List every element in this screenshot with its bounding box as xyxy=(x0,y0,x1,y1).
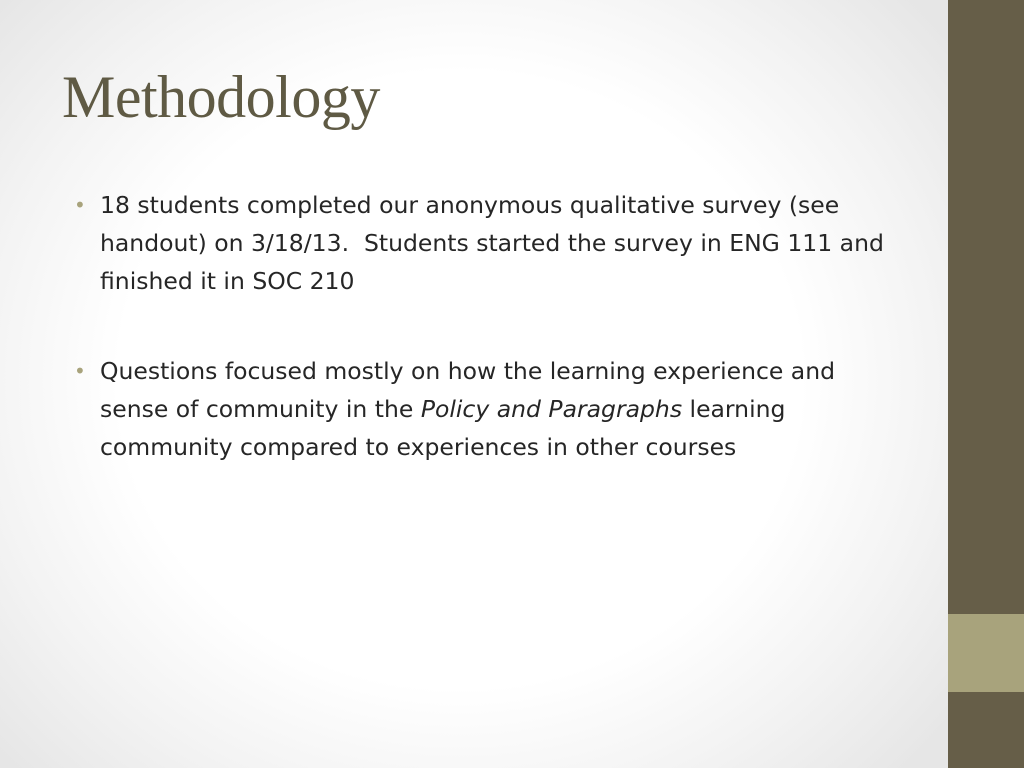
course-title-italic: Policy and Paragraphs xyxy=(420,395,683,423)
bullet-item-questions xyxy=(74,352,904,466)
bullet-list xyxy=(74,186,904,518)
bullet-text: 18 students completed our anonymous qualitative survey (see handout) on 3/18/13. Students started the survey in ENG 111 and finished it in SOC 210 xyxy=(100,191,892,295)
bullet-icon: • xyxy=(74,359,86,383)
slide-title: Methodology xyxy=(62,64,380,130)
bullet-text-start: Questions focused mostly on how the learning experience and sense of community in the xyxy=(100,357,836,423)
bullet-text-end: learning community compared to experiences in other courses xyxy=(100,395,786,461)
bullet-icon: • xyxy=(74,193,86,217)
side-accent-block xyxy=(948,614,1024,692)
bullet-item-survey xyxy=(74,186,904,300)
